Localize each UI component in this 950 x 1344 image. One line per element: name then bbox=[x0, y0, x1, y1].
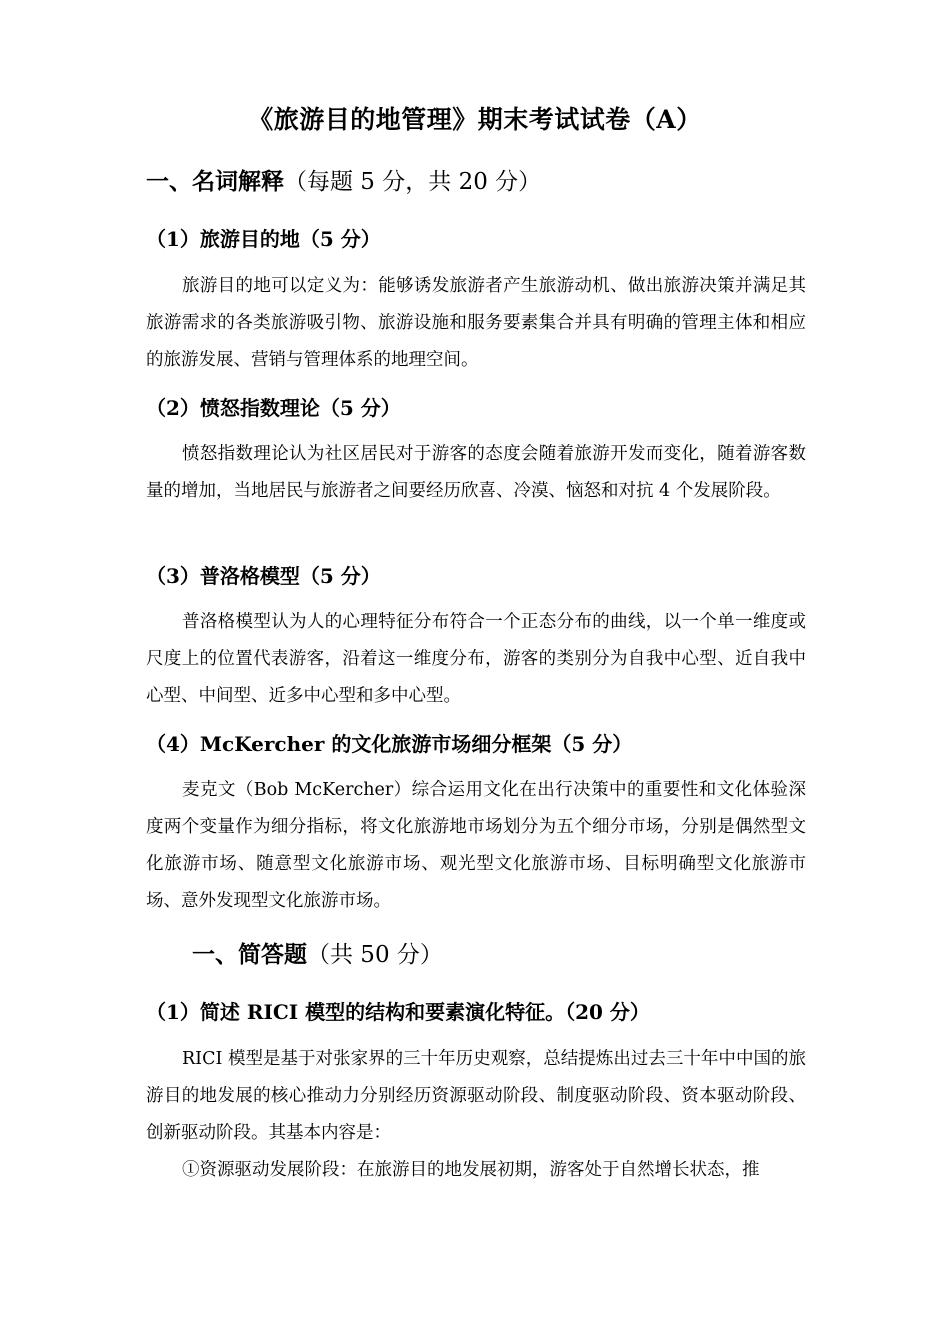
document-title: 《旅游目的地管理》期末考试试卷（A） bbox=[248, 105, 702, 134]
section-heading-short-answer bbox=[192, 936, 443, 969]
answer-paragraph: 愤怒指数理论认为社区居民对于游客的态度会随着旅游开发而变化，随着游客数量的增加，当地居民与旅游者之间要经历欣喜、冷漠、恼怒和对抗 4 个发展阶段。 bbox=[146, 444, 806, 501]
answer-paragraph: RICI 模型是基于对张家界的三十年历史观察，总结提炼出过去三十年中中国的旅游目的地发展的核心推动力分别经历资源驱动阶段、制度驱动阶段、资本驱动阶段、创新驱动阶段。其基本内容是： bbox=[146, 1049, 806, 1143]
question-heading: （3）普洛格模型（5 分） bbox=[146, 564, 381, 588]
section-score-note: （每题 5 分，共 20 分） bbox=[284, 169, 542, 195]
section-title: 一、简答题 bbox=[192, 941, 307, 968]
answer-paragraph: 旅游目的地可以定义为：能够诱发旅游者产生旅游动机、做出旅游决策并满足其旅游需求的各类旅游吸引物、旅游设施和服务要素集合并具有明确的管理主体和相应的旅游发展、营销与管理体系的地理空间。 bbox=[146, 276, 806, 370]
question-heading: （4）McKercher 的文化旅游市场细分框架（5 分） bbox=[146, 732, 633, 756]
section-title: 一、名词解释 bbox=[146, 168, 284, 195]
question-heading: （2）愤怒指数理论（5 分） bbox=[146, 396, 401, 420]
section-heading-terms bbox=[146, 163, 541, 196]
question-heading: （1）简述 RICI 模型的结构和要素演化特征。（20 分） bbox=[146, 1000, 650, 1024]
answer-paragraph: 普洛格模型认为人的心理特征分布符合一个正态分布的曲线，以一个单一维度或尺度上的位置代表游客，沿着这一维度分布，游客的类别分为自我中心型、近自我中心型、中间型、近多中心型和多中心型。 bbox=[146, 612, 806, 706]
question-heading: （1）旅游目的地（5 分） bbox=[146, 227, 381, 251]
section-score-note: （共 50 分） bbox=[307, 942, 443, 968]
answer-paragraph: 麦克文（Bob McKercher）综合运用文化在出行决策中的重要性和文化体验深度两个变量作为细分指标，将文化旅游地市场划分为五个细分市场，分别是偶然型文化旅游市场、随意型文化旅游市场、观光型文化旅游市场、目标明确型文化旅游市场、意外发现型文化旅游市场。 bbox=[146, 780, 806, 911]
answer-paragraph: ①资源驱动发展阶段：在旅游目的地发展初期，游客处于自然增长状态，推 bbox=[182, 1160, 760, 1180]
